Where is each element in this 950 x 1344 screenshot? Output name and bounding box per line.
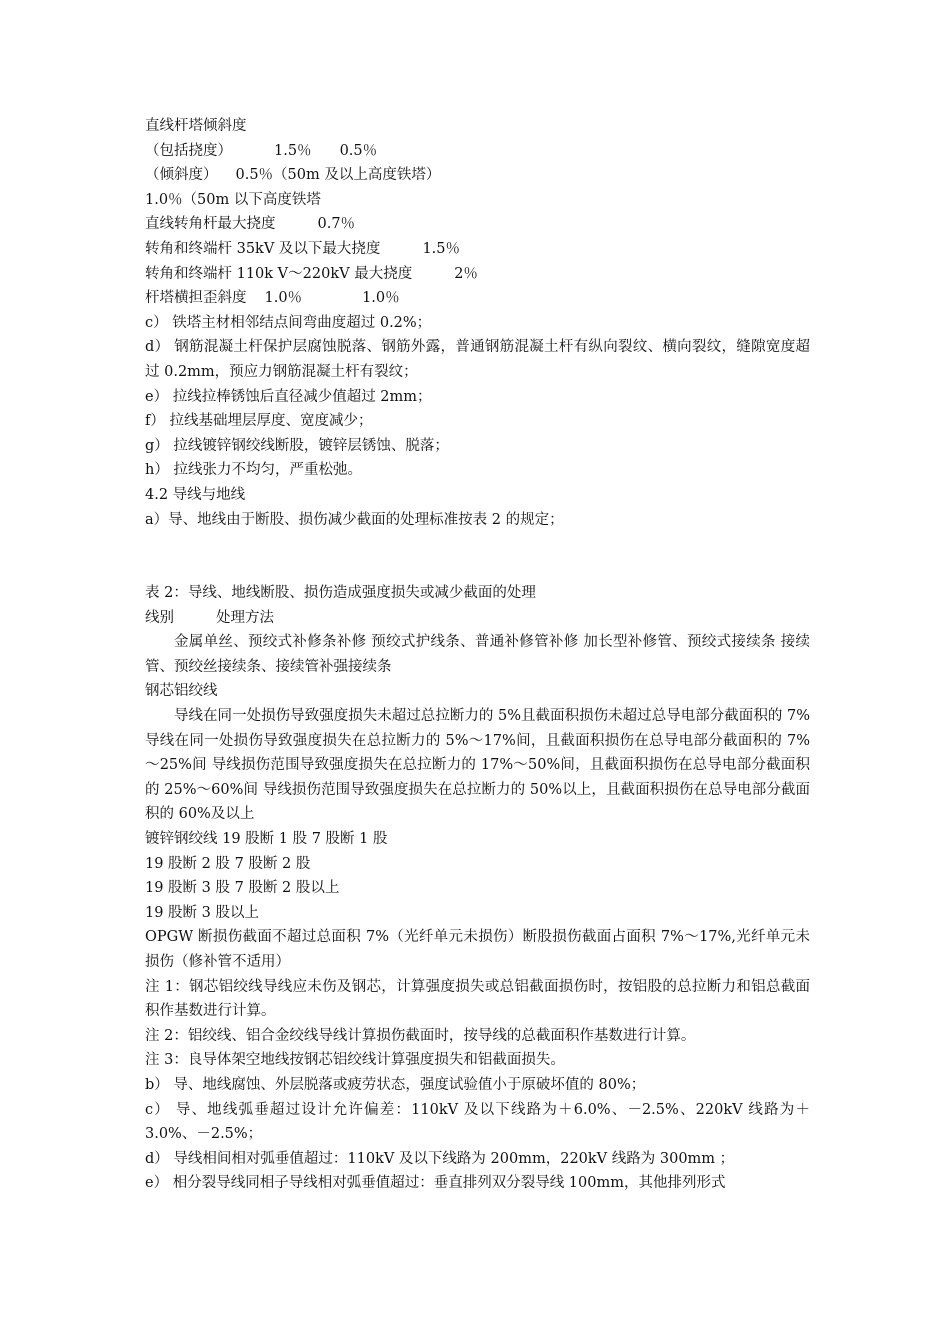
tilt-row-inclination xyxy=(145,163,810,188)
item-h-stay-tension: h） 拉线张力不均匀，严重松弛。 xyxy=(145,462,362,479)
item-e-stay-rod: e） 拉线拉棒锈蚀后直径减少值超过 2mm； xyxy=(145,388,432,405)
table-steel-strand-row-3: 19 股断 3 股 7 股断 2 股以上 xyxy=(145,880,340,897)
tilt-row-35kv-value: 1.5％ xyxy=(422,240,460,257)
tilt-row-crossarm xyxy=(145,286,810,311)
tilt-row-35kv xyxy=(145,237,810,262)
tilt-row-110kv-value: 2％ xyxy=(454,265,478,282)
spacer xyxy=(145,532,810,581)
table-methods: 金属单丝、预绞式补修条补修 预绞式护线条、普通补修管补修 加长型补修管、预绞式接续条 接续管、预绞丝接续条、接续管补强接续条 xyxy=(145,634,810,675)
item-c-sag-deviation: c） 导、地线弧垂超过设计允许偏差：110kV 及以下线路为＋6.0%、－2.5%、220kV 线路为＋3.0%、－2.5%； xyxy=(145,1101,810,1143)
section-title: 4.2 导线与地线 xyxy=(145,486,246,503)
table-acsr-criteria: 导线在同一处损伤导致强度损失未超过总拉断力的 5%且截面积损伤未超过总导电部分截面积的 7% 导线在同一处损伤导致强度损失在总拉断力的 5%～17%间，且截面积损伤在总导电部分截面积的 7%～25%间 导线损伤范围导致强度损失在总拉断力的 17%～50%间，且截面积损伤在总导电部分截面积的 25%～60%间 导线损伤范围导致强度损失在总拉断力的 50%以上，且截面积损伤在总导电部分截面积的 60%及以上 xyxy=(145,708,810,823)
item-c-tower-bend: c） 铁塔主材相邻结点间弯曲度超过 0.2%； xyxy=(145,314,432,331)
item-d-phase-sag: d） 导线相间相对弧垂值超过：110kV 及以下线路为 200mm，220kV 线路为 300mm ； xyxy=(145,1150,735,1167)
item-g-stay-strand: g） 拉线镀锌钢绞线断股，镀锌层锈蚀、脱落； xyxy=(145,437,449,454)
tilt-heading: 直线杆塔倾斜度 xyxy=(145,118,247,134)
document-body xyxy=(145,114,810,1196)
table-header-method: 处理方法 xyxy=(216,609,274,626)
note-2: 注 2：铝绞线、铝合金绞线导线计算损伤截面时，按导线的总截面积作基数进行计算。 xyxy=(145,1027,696,1044)
table-steel-strand-row-1: 镀锌钢绞线 19 股断 1 股 7 股断 1 股 xyxy=(145,831,388,848)
item-e-bundle-sag: e） 相分裂导线同相子导线相对弧垂值超过：垂直排列双分裂导线 100mm，其他排列形式 xyxy=(145,1175,726,1192)
item-f-stay-foundation: f） 拉线基础埋层厚度、宽度减少； xyxy=(145,413,373,430)
table-header-line-type: 线别 xyxy=(145,609,174,626)
tilt-row-low-tower: 1.0％（50m 以下高度铁塔 xyxy=(145,191,321,208)
tilt-row-deflection-value-1: 1.5％ xyxy=(274,142,312,159)
tilt-row-angle-pole xyxy=(145,212,810,237)
table-acsr-label: 钢芯铝绞线 xyxy=(145,683,218,700)
tilt-row-inclination-value: 0.5％（50m 及以上高度铁塔） xyxy=(235,167,441,184)
table-caption: 表 2：导线、地线断股、损伤造成强度损失或减少截面的处理 xyxy=(145,585,536,602)
tilt-row-110kv xyxy=(145,262,810,287)
table-header xyxy=(145,606,810,631)
tilt-row-crossarm-label: 杆塔横担歪斜度 xyxy=(145,290,247,307)
table-steel-strand-row-4: 19 股断 3 股以上 xyxy=(145,904,260,921)
note-3: 注 3：良导体架空地线按钢芯铝绞线计算强度损失和铝截面损失。 xyxy=(145,1052,565,1069)
item-d-concrete-pole: d） 钢筋混凝土杆保护层腐蚀脱落、钢筋外露，普通钢筋混凝土杆有纵向裂纹、横向裂纹，缝隙宽度超过 0.2mm，预应力钢筋混凝土杆有裂纹； xyxy=(145,339,810,380)
tilt-row-110kv-label: 转角和终端杆 110k V～220kV 最大挠度 xyxy=(145,265,413,282)
table-steel-strand-row-2: 19 股断 2 股 7 股断 2 股 xyxy=(145,855,311,872)
tilt-row-crossarm-value-2: 1.0％ xyxy=(362,290,400,307)
tilt-row-35kv-label: 转角和终端杆 35kV 及以下最大挠度 xyxy=(145,240,381,257)
tilt-row-angle-pole-label: 直线转角杆最大挠度 xyxy=(145,216,276,233)
tilt-row-deflection xyxy=(145,139,810,164)
note-1: 注 1：钢芯铝绞线导线应未伤及钢芯，计算强度损失或总铝截面损伤时，按铝股的总拉断力和铝总截面积作基数进行计算。 xyxy=(145,978,810,1020)
section-intro: a）导、地线由于断股、损伤减少截面的处理标准按表 2 的规定； xyxy=(145,511,564,528)
tilt-row-angle-pole-value: 0.7％ xyxy=(317,216,356,233)
tilt-row-deflection-value-2: 0.5％ xyxy=(339,142,378,159)
item-b-corrosion: b） 导、地线腐蚀、外层脱落或疲劳状态，强度试验值小于原破坏值的 80%； xyxy=(145,1076,646,1093)
tilt-row-inclination-label: （倾斜度） xyxy=(145,167,218,184)
table-opgw-row: OPGW 断损伤截面不超过总面积 7%（光纤单元未损伤）断股损伤截面占面积 7%～17%,光纤单元未损伤（修补管不适用） xyxy=(145,929,810,970)
tilt-row-deflection-label: （包括挠度） xyxy=(145,142,232,159)
tilt-row-crossarm-value-1: 1.0％ xyxy=(264,290,303,307)
